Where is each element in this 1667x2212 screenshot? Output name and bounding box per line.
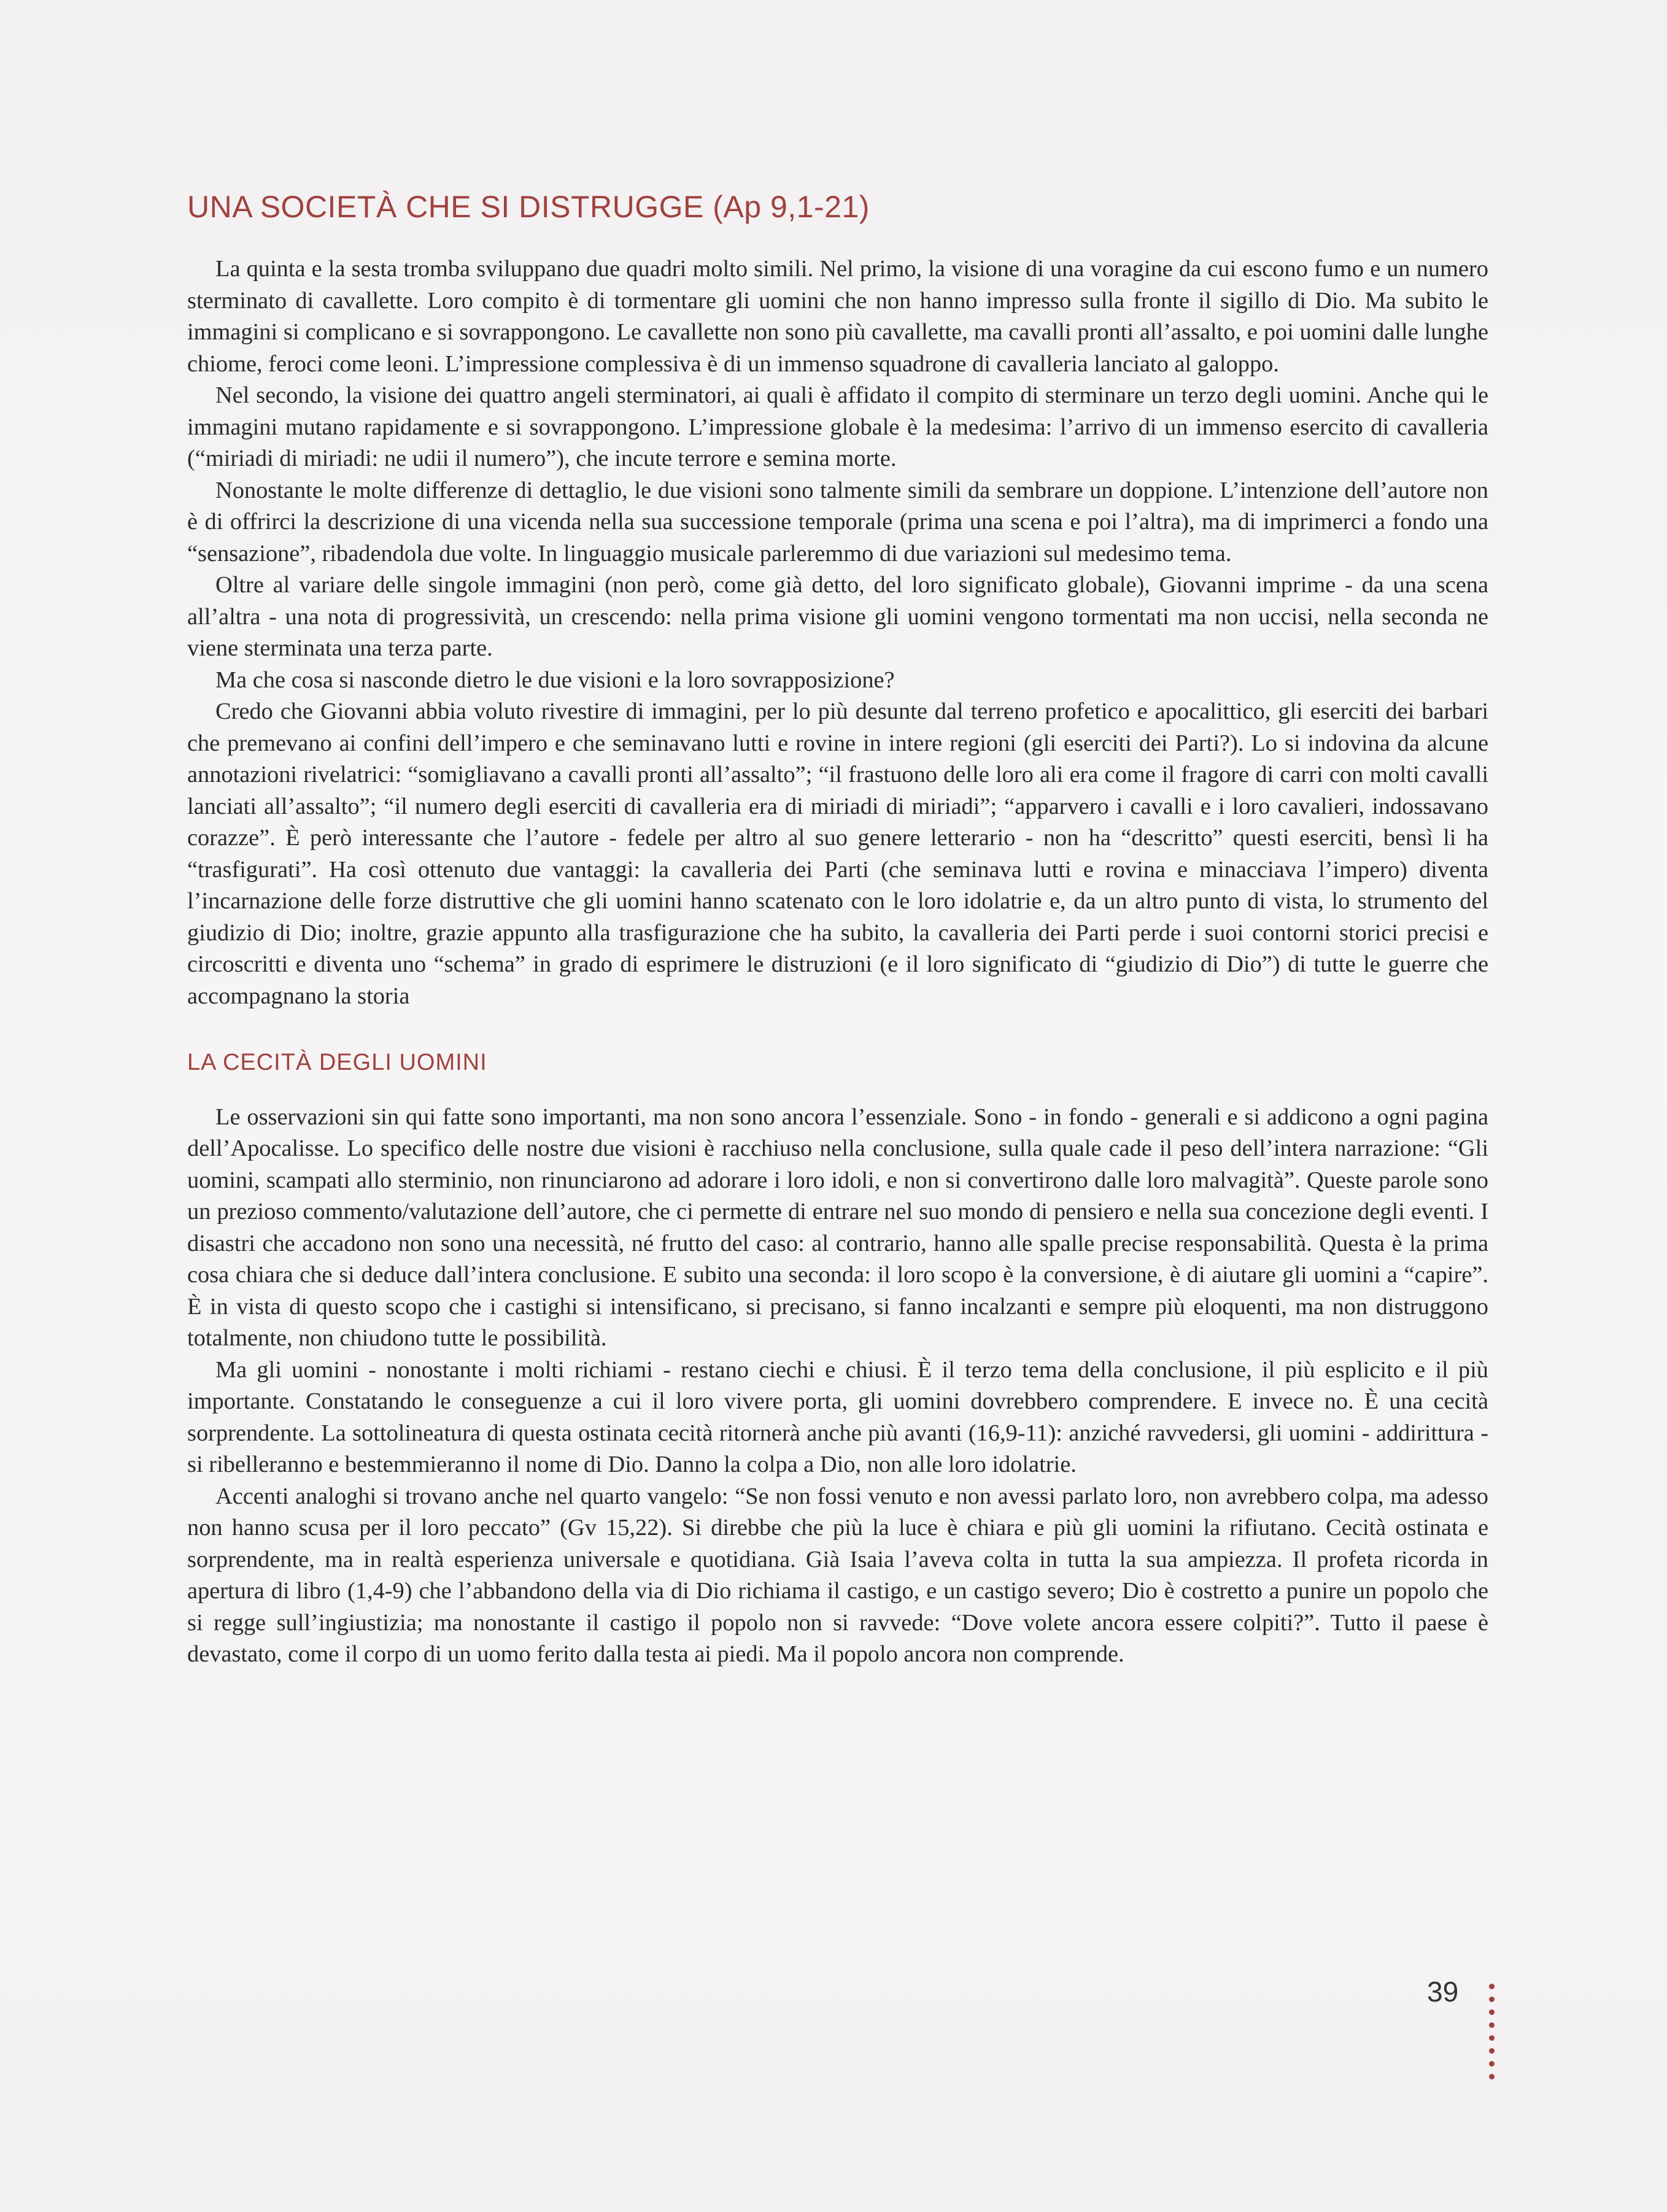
page-number: 39	[1427, 1976, 1459, 2008]
paragraph: Accenti analoghi si trovano anche nel quarto vangelo: “Se non fossi venuto e non avessi parlato loro, non avrebbero colpa, ma adesso non hanno scusa per il loro peccato” (Gv 15,22). Si direbbe che più la luce è chiara e più gli uomini la rifiutano. Cecità ostinata e sorprendente, ma in realtà esperienza universale e quotidiana. Già Isaia l’aveva colta in tutta la sua ampiezza. Il profeta ricorda in apertura di libro (1,4-9) che l’abbandono della via di Dio richiama il castigo, e un castigo severo; Dio è costretto a punire un popolo che si regge sull’ingiustizia; ma nonostante il castigo il popolo non si ravvede: “Dove volete ancora essere colpiti?”. Tutto il paese è devastato, come il corpo di un uomo ferito dalla testa ai piedi. Ma il popolo ancora non comprende.	[187, 1483, 1488, 1668]
paragraph: Nonostante le molte differenze di dettaglio, le due visioni sono talmente simili da sembrare un doppione. L’intenzione dell’autore non è di offrirci la descrizione di una vicenda nella sua successione temporale (prima una scena e poi l’altra), ma di imprimerci a fondo una “sensazione”, ribadendola due volte. In linguaggio musicale parleremmo di due variazioni sul medesimo tema.	[187, 477, 1488, 567]
paragraph: Le osservazioni sin qui fatte sono importanti, ma non sono ancora l’essenziale. Sono - in fondo - generali e si addicono a ogni pagina dell’Apocalisse. Lo specifico delle nostre due visioni è racchiuso nella conclusione, sulla quale cade il peso dell’intera narrazione: “Gli uomini, scampati allo sterminio, non rinunciarono ad adorare i loro idoli, e non si convertirono dalle loro malvagità”. Queste parole sono un prezioso commento/valutazione dell’autore, che ci permette di entrare nel suo mondo di pensiero e nella sua concezione degli eventi. I disastri che accadono non sono una necessità, né frutto del caso: al contrario, hanno alle spalle precise responsabilità. Questa è la prima cosa chiara che si deduce dall’intera conclusione. E subito una seconda: il loro scopo è la conversione, è di aiutare gli uomini a “capire”. È in vista di questo scopo che i castighi si intensificano, si precisano, si fanno incalzanti e sempre più eloquenti, ma non distruggono totalmente, non chiudono tutte le possibilità.	[187, 1104, 1488, 1352]
dot	[1489, 1984, 1495, 1989]
dot	[1489, 2009, 1495, 2015]
paragraph: Ma che cosa si nasconde dietro le due visioni e la loro sovrapposizione?	[215, 667, 895, 693]
dot	[1489, 1997, 1495, 2002]
subsection-title: LA CECITÀ DEGLI UOMINI	[187, 1050, 487, 1075]
dot	[1489, 2035, 1495, 2041]
dot	[1489, 2074, 1495, 2079]
dot	[1489, 2022, 1495, 2028]
subsection-body	[187, 1102, 1488, 1671]
dot	[1489, 2048, 1495, 2054]
paragraph: Ma gli uomini - nonostante i molti richiami - restano ciechi e chiusi. È il terzo tema della conclusione, il più esplicito e il più importante. Constatando le conseguenze a cui il loro vivere porta, gli uomini dovrebbero comprendere. E invece no. È una cecità sorprendente. La sottolineatura di questa ostinata cecità ritornerà anche più avanti (16,9-11): anziché ravvedersi, gli uomini - addirittura - si ribelleranno e bestemmieranno il nome di Dio. Danno la colpa a Dio, non alle loro idolatrie.	[187, 1356, 1488, 1478]
section-title: UNA SOCIETÀ CHE SI DISTRUGGE (Ap 9,1-21)	[187, 190, 870, 224]
section-body	[187, 253, 1488, 1012]
paragraph: Nel secondo, la visione dei quattro angeli sterminatori, ai quali è affidato il compito di sterminare un terzo degli uomini. Anche qui le immagini mutano rapidamente e si sovrappongono. L’impressione globale è la medesima: l’arrivo di un immenso esercito di cavalleria (“miriadi di miriadi: ne udii il numero”), che incute terrore e semina morte.	[187, 382, 1488, 471]
dot	[1489, 2061, 1495, 2067]
paragraph: Oltre al variare delle singole immagini (non però, come già detto, del loro significato globale), Giovanni imprime - da una scena all’altra - una nota di progressività, un crescendo: nella prima visione gli uomini vengono tormentati ma non uccisi, nella seconda ne viene sterminata una terza parte.	[187, 572, 1488, 661]
paragraph: Credo che Giovanni abbia voluto rivestire di immagini, per lo più desunte dal terreno profetico e apocalittico, gli eserciti dei barbari che premevano ai confini dell’impero e che seminavano lutti e rovine in intere regioni (gli eserciti dei Parti?). Lo si indovina da alcune annotazioni rivelatrici: “somigliavano a cavalli pronti all’assalto”; “il frastuono delle loro ali era come il fragore di carri con molti cavalli lanciati all’assalto”; “il numero degli eserciti di cavalleria era di miriadi di miriadi”; “apparvero i cavalli e i loro cavalieri, indossavano corazze”. È però interessante che l’autore - fedele per altro al suo genere letterario - non ha “descritto” questi eserciti, bensì li ha “trasfigurati”. Ha così ottenuto due vantaggi: la cavalleria dei Parti (che seminava lutti e rovina e minacciava l’impero) diventa l’incarnazione delle forze distruttive che gli uomini hanno scatenato con le loro idolatrie e, da un altro punto di vista, lo strumento del giudizio di Dio; inoltre, grazie appunto alla trasfigurazione che ha subito, la cavalleria dei Parti perde i suoi contorni storici precisi e circoscritti e diventa uno “schema” in grado di esprimere le distruzioni (e il loro significato di “giudizio di Dio”) di tutte le guerre che accompagnano la storia	[187, 698, 1488, 1009]
page-content	[187, 190, 1488, 1671]
paragraph: La quinta e la sesta tromba sviluppano due quadri molto simili. Nel primo, la visione di una voragine da cui escono fumo e un numero sterminato di cavallette. Loro compito è di tormentare gli uomini che non hanno impresso sulla fronte il sigillo di Dio. Ma subito le immagini si complicano e si sovrappongono. Le cavallette non sono più cavallette, ma cavalli pronti all’assalto, e poi uomini dalle lunghe chiome, feroci come leoni. L’impressione complessiva è di un immenso squadrone di cavalleria lanciato al galoppo.	[187, 256, 1488, 377]
decorative-dots	[1489, 1984, 1498, 2087]
